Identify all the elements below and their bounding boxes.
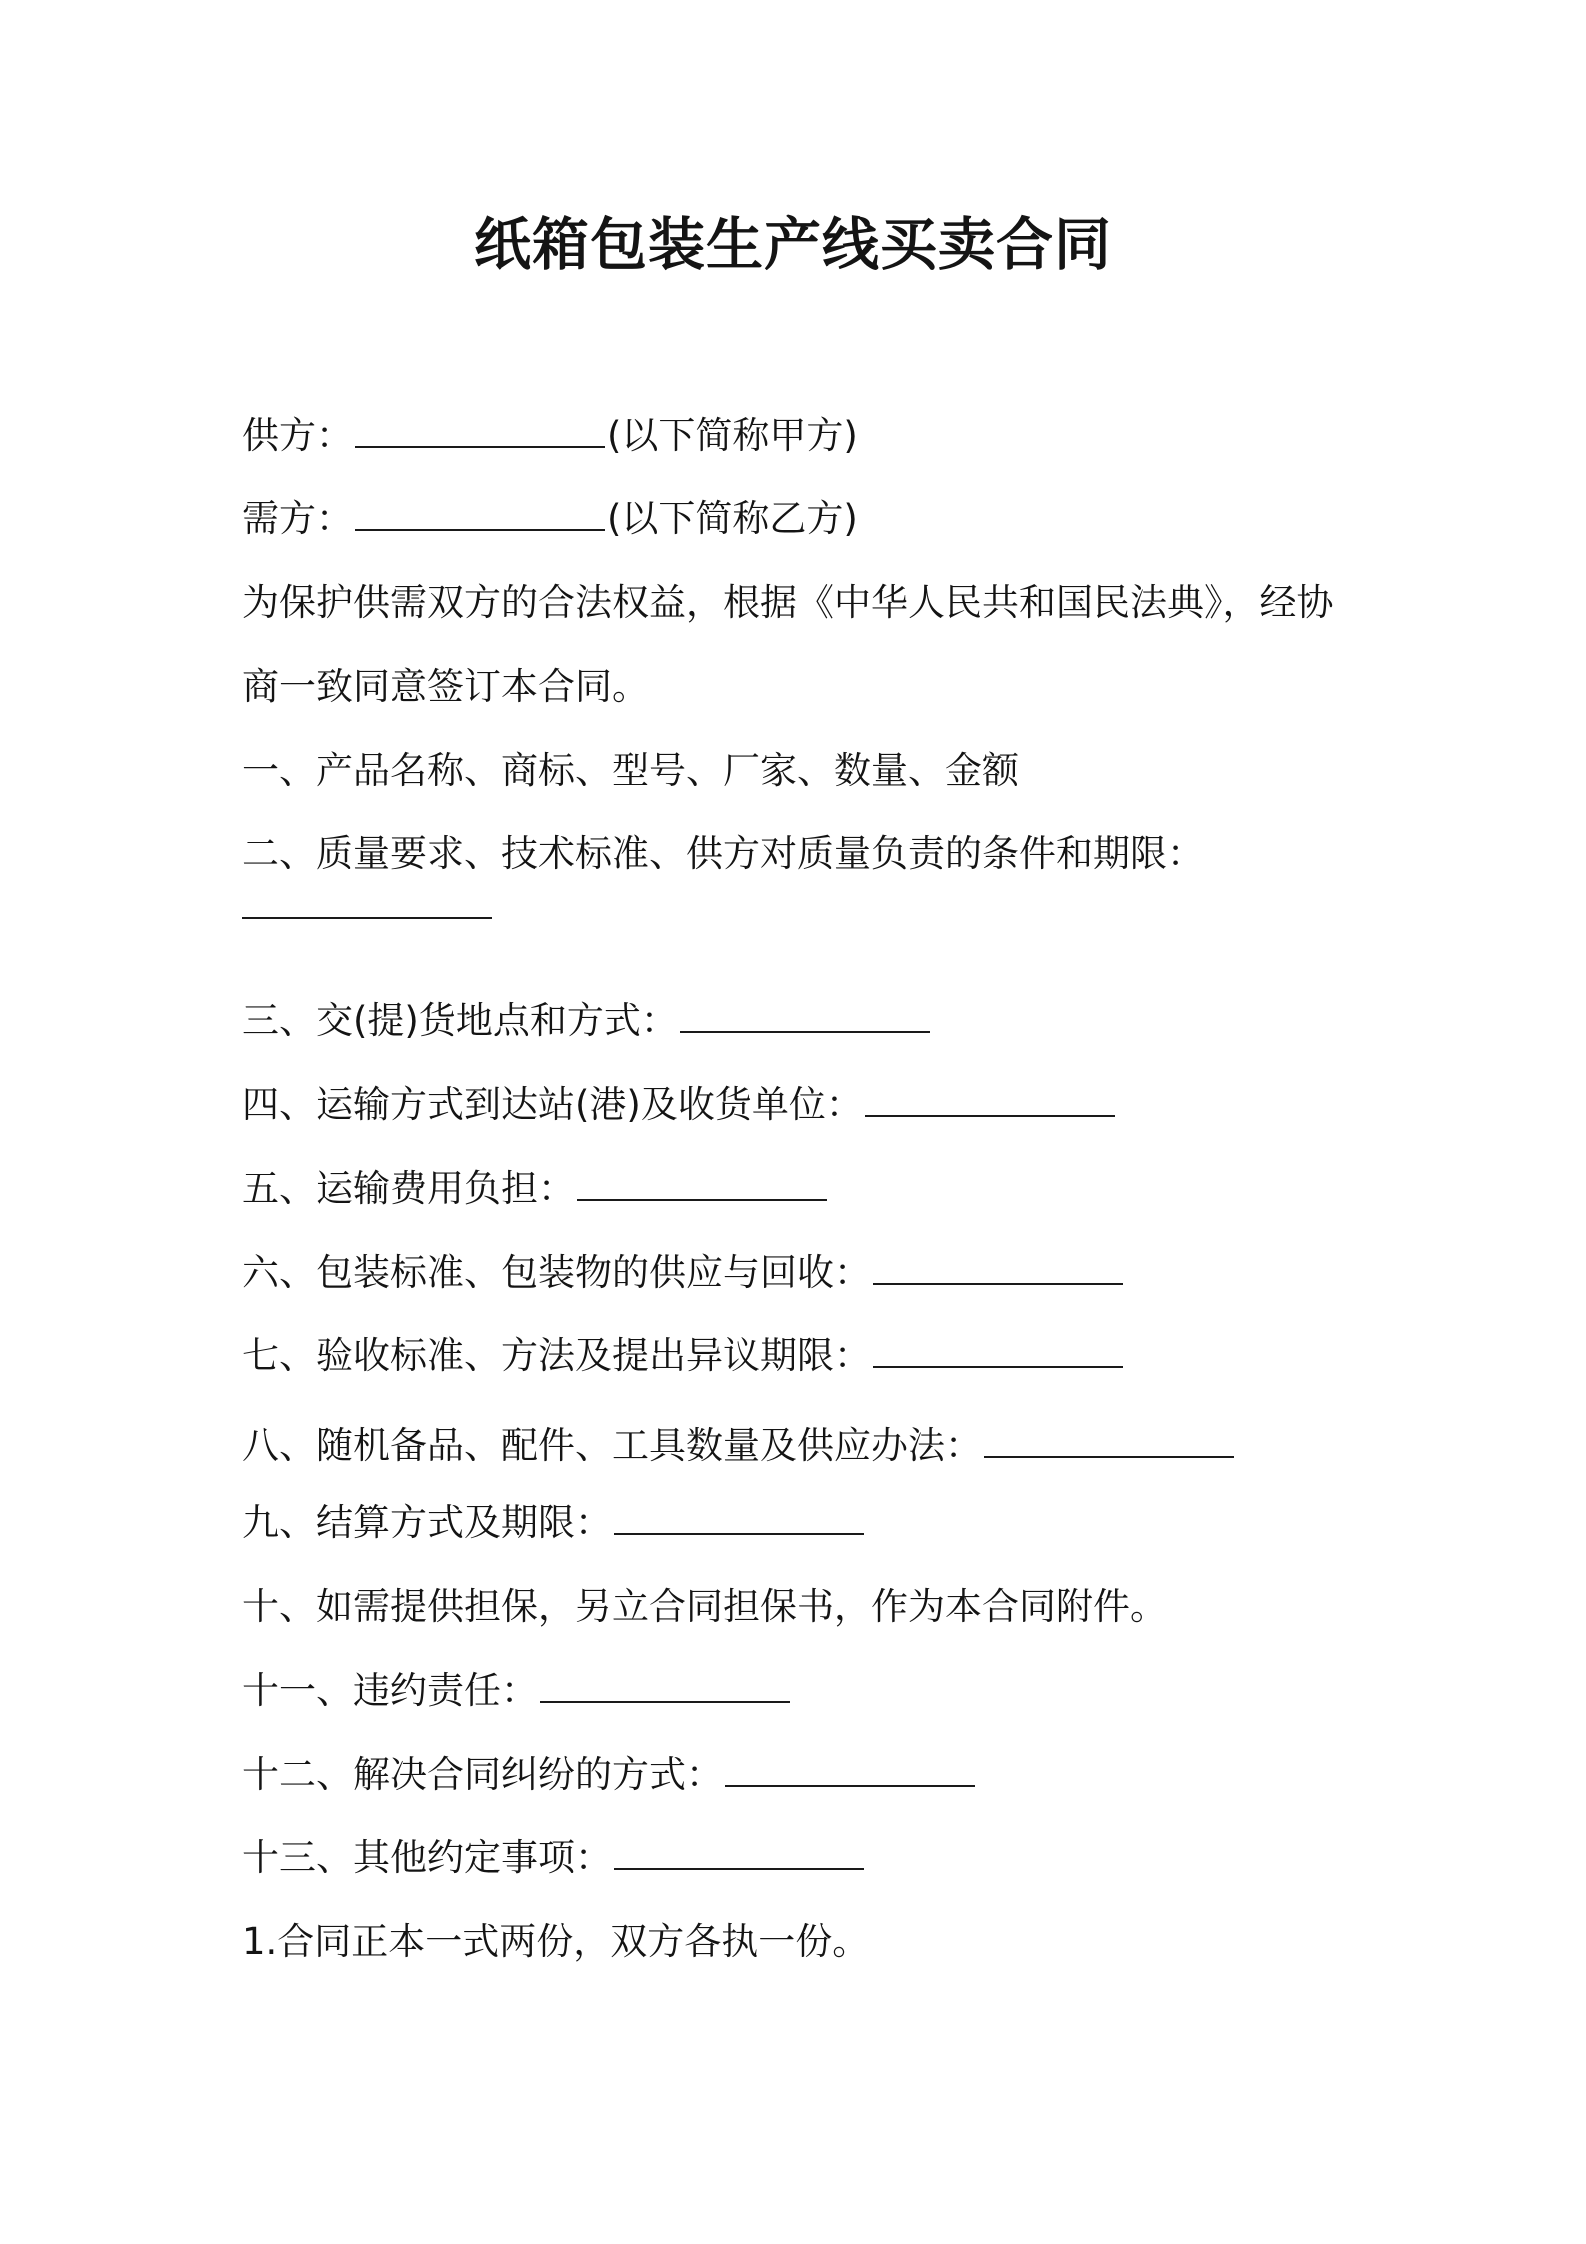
- clause-1-text: 一、产品名称、商标、型号、厂家、数量、金额: [242, 749, 1019, 792]
- clause-10-text: 十、如需提供担保，另立合同担保书，作为本合同附件。: [242, 1585, 1167, 1628]
- clause-12: [242, 1750, 977, 1800]
- buyer-note: (以下简称乙方): [607, 497, 858, 540]
- clause-8-blank[interactable]: [984, 1452, 1234, 1458]
- buyer-label: 需方：: [242, 497, 353, 540]
- supplier-blank[interactable]: [355, 442, 605, 448]
- clause-9-text: 九、结算方式及期限：: [242, 1501, 612, 1544]
- clause-2-blank[interactable]: [242, 913, 492, 919]
- clause-8: [242, 1421, 1236, 1471]
- clause-6-text: 六、包装标准、包装物的供应与回收：: [242, 1251, 871, 1294]
- clause-8-text: 八、随机备品、配件、工具数量及供应办法：: [242, 1424, 982, 1467]
- clause-2-text: 二、质量要求、技术标准、供方对质量负责的条件和期限：: [242, 832, 1204, 875]
- clause-3-blank[interactable]: [680, 1027, 930, 1033]
- term-1: 1.合同正本一式两份，双方各执一份。: [242, 1920, 870, 1963]
- preamble-line-1: 为保护供需双方的合法权益，根据《中华人民共和国民法典》，经协: [242, 581, 1334, 624]
- clause-11-blank[interactable]: [540, 1697, 790, 1703]
- clause-13-text: 十三、其他约定事项：: [242, 1836, 612, 1879]
- supplier-note: (以下简称甲方): [607, 414, 858, 457]
- supplier-line: [242, 411, 858, 461]
- buyer-line: [242, 494, 858, 544]
- clause-3-text: 三、交(提)货地点和方式：: [242, 999, 678, 1042]
- clause-4-blank[interactable]: [865, 1111, 1115, 1117]
- buyer-blank[interactable]: [355, 525, 605, 531]
- clause-9-blank[interactable]: [614, 1529, 864, 1535]
- clause-7-text: 七、验收标准、方法及提出异议期限：: [242, 1334, 871, 1377]
- clause-3: [242, 996, 932, 1046]
- clause-4-text: 四、运输方式到达站(港)及收货单位：: [242, 1083, 863, 1126]
- clause-5-text: 五、运输费用负担：: [242, 1167, 575, 1210]
- clause-1: [242, 746, 1019, 796]
- clause-13-blank[interactable]: [614, 1864, 864, 1870]
- clause-5: [242, 1164, 829, 1214]
- clause-11: [242, 1666, 792, 1716]
- clause-13: [242, 1833, 866, 1883]
- clause-2-blank-line: [242, 913, 492, 919]
- clause-9: [242, 1498, 866, 1548]
- clause-5-blank[interactable]: [577, 1195, 827, 1201]
- clause-12-blank[interactable]: [725, 1781, 975, 1787]
- supplier-label: 供方：: [242, 414, 353, 457]
- clause-6: [242, 1248, 1125, 1298]
- preamble-line-2: 商一致同意签订本合同。: [242, 665, 649, 708]
- clause-6-blank[interactable]: [873, 1279, 1123, 1285]
- clause-7-blank[interactable]: [873, 1362, 1123, 1368]
- clause-4: [242, 1080, 1117, 1130]
- clause-7: [242, 1331, 1125, 1381]
- clause-2: [242, 829, 1204, 879]
- clause-11-text: 十一、违约责任：: [242, 1669, 538, 1712]
- clause-12-text: 十二、解决合同纠纷的方式：: [242, 1753, 723, 1796]
- document-title: 纸箱包装生产线买卖合同: [474, 212, 1112, 278]
- clause-10: [242, 1582, 1167, 1632]
